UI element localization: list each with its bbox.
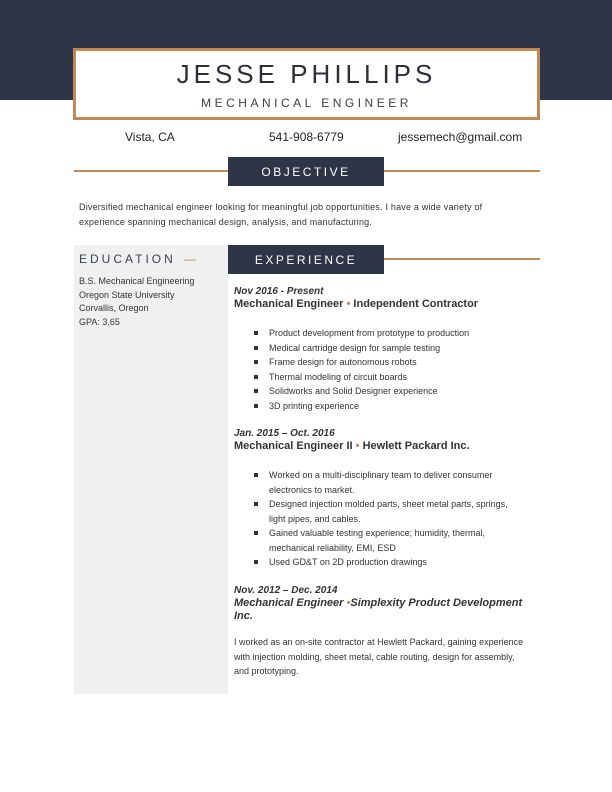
list-item: Medical cartridge design for sample testing	[254, 341, 524, 356]
job-2-company: Hewlett Packard Inc.	[362, 440, 470, 452]
list-item: Gained valuable testing experience; humidity, thermal, mechanical reliability, EMI, ESD	[254, 526, 524, 555]
list-item: Designed injection molded parts, sheet metal parts, springs, light pipes, and cables.	[254, 497, 524, 526]
job-1-role: Mechanical Engineer	[234, 298, 344, 310]
job-1-company: Independent Contractor	[353, 298, 479, 310]
list-item: Worked on a multi-disciplinary team to deliver consumer electronics to market.	[254, 468, 524, 497]
job-3-company: Simplexity Product Development Inc.	[234, 597, 523, 622]
job-2-bullets	[254, 468, 524, 570]
job-2-title	[234, 440, 470, 452]
education-heading	[79, 252, 196, 266]
list-item: Frame design for autonomous robots	[254, 355, 524, 370]
job-3-title	[234, 597, 534, 623]
contact-email: jessemech@gmail.com	[398, 130, 523, 144]
job-1-title	[234, 298, 478, 310]
job-3-description: I worked as an on-site contractor at Hewlett Packard, gaining experience with injection molding, sheet metal, cable routing, design for assembly, and prototyping.	[234, 637, 524, 676]
list-item: Thermal modeling of circuit boards	[254, 370, 524, 385]
contact-phone: 541-908-6779	[269, 130, 344, 144]
education-details	[79, 275, 195, 329]
education-heading-dash: —	[184, 252, 197, 266]
job-2-separator: •	[355, 440, 360, 452]
education-location: Corvallis, Oregon	[79, 303, 149, 313]
objective-heading: OBJECTIVE	[228, 157, 384, 186]
candidate-name: JESSE PHILLIPS	[176, 59, 437, 89]
job-3-separator: •	[346, 597, 351, 609]
education-heading-label: EDUCATION	[79, 252, 176, 266]
education-school: Oregon State University	[79, 289, 175, 300]
objective-text: Diversified mechanical engineer looking for meaningful job opportunities. I have a wide variety of experience spanning mechanical design, analysis, and manufacturing.	[79, 202, 483, 227]
contact-location: Vista, CA	[125, 130, 175, 144]
job-2-role: Mechanical Engineer II	[234, 440, 353, 452]
experience-rule	[384, 258, 540, 260]
job-1-date: Nov 2016 - Present	[234, 286, 324, 297]
list-item: Solidworks and Solid Designer experience	[254, 384, 524, 399]
list-item: Used GD&T on 2D production drawings	[254, 555, 524, 570]
list-item: 3D printing experience	[254, 399, 524, 414]
education-gpa: GPA: 3.65	[79, 316, 120, 327]
name-box	[73, 48, 540, 120]
job-3-role: Mechanical Engineer	[234, 597, 344, 609]
job-3-date: Nov. 2012 – Dec. 2014	[234, 585, 338, 596]
education-degree: B.S. Mechanical Engineering	[79, 276, 195, 286]
candidate-title: MECHANICAL ENGINEER	[201, 96, 412, 110]
job-1-bullets	[254, 326, 524, 413]
list-item: Product development from prototype to production	[254, 326, 524, 341]
job-2-date: Jan. 2015 – Oct. 2016	[234, 428, 335, 439]
experience-heading: EXPERIENCE	[228, 245, 384, 274]
job-1-separator: •	[346, 298, 351, 310]
